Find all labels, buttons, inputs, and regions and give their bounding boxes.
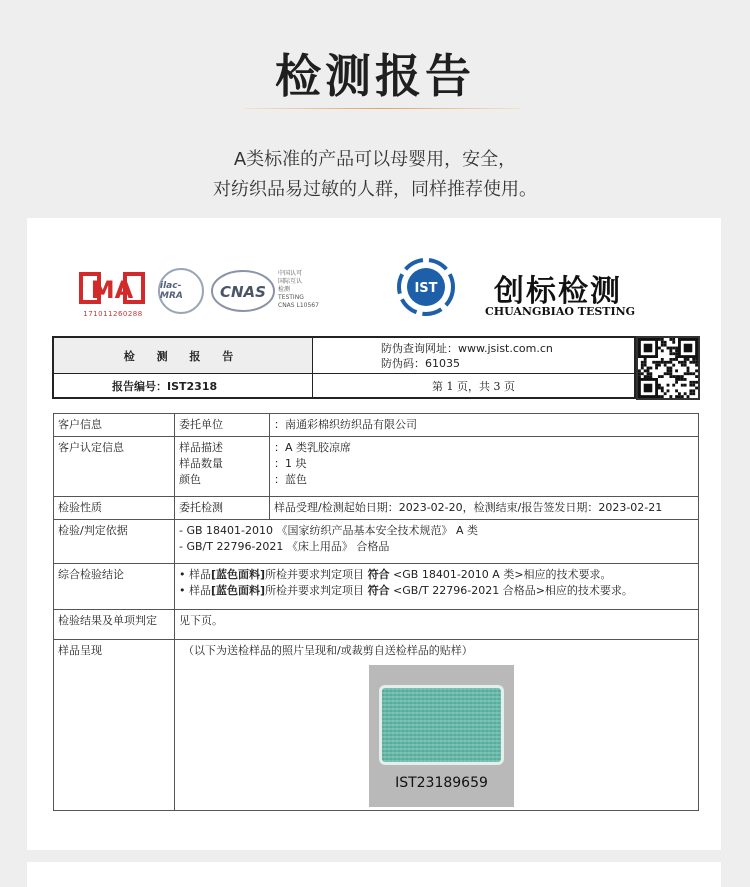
cnas-info-line: TESTING bbox=[278, 294, 304, 301]
ilac-logo: ilac-MRA bbox=[158, 268, 204, 314]
report-number-label: 报告编号： bbox=[112, 380, 167, 393]
table-row bbox=[54, 497, 699, 520]
sample-mat bbox=[379, 685, 504, 765]
table-row bbox=[54, 520, 699, 564]
row-value: 见下页。 bbox=[175, 610, 699, 640]
ist-logo bbox=[397, 258, 455, 316]
sample-note: （以下为送检样品的照片呈现和/或裁剪自送检样品的贴样） bbox=[183, 644, 473, 657]
sample-photo bbox=[369, 665, 514, 807]
brand-name-en: CHUANGBIAO TESTING bbox=[485, 305, 636, 318]
subtitle-line-2: 对纺织品易过敏的人群，同样推荐使用。 bbox=[213, 179, 537, 200]
report-number-value: IST2318 bbox=[167, 379, 218, 393]
row-label: 检验性质 bbox=[54, 497, 175, 520]
cnas-info-line: 中国认可 bbox=[278, 270, 303, 277]
table-row bbox=[54, 414, 699, 437]
row-sub-label bbox=[175, 437, 270, 497]
value-line: ：A 类乳胶凉席 bbox=[274, 441, 352, 454]
sample-photo-label: IST23189659 bbox=[395, 775, 488, 791]
anti-fake-website: 防伪查询网址：www.jsist.com.cn bbox=[381, 341, 553, 355]
table-row bbox=[54, 437, 699, 497]
cnas-info-line: CNAS L10567 bbox=[278, 302, 319, 309]
brand-name-cn: 创标检测 bbox=[494, 274, 622, 309]
conclusion-line: • 样品[蓝色面料]所检并要求判定项目 符合 <GB/T 22796-2021 合格品>相应的技术要求。 bbox=[179, 584, 633, 597]
cnas-logo-text: CNAS bbox=[220, 283, 266, 301]
value-line: ：1 块 bbox=[274, 457, 307, 470]
anti-fake-info bbox=[313, 338, 634, 374]
row-value bbox=[175, 520, 699, 564]
cma-logo-text: MA bbox=[90, 276, 134, 304]
sub-label-line: 颜色 bbox=[179, 473, 201, 486]
report-number bbox=[54, 374, 313, 398]
ist-logo-text: IST bbox=[414, 281, 438, 296]
cnas-info bbox=[278, 270, 319, 310]
table-row bbox=[54, 640, 699, 811]
cnas-info-line: 国际互认 bbox=[278, 278, 303, 285]
cnas-info-line: 检测 bbox=[278, 286, 291, 293]
sub-label-line: 样品数量 bbox=[179, 457, 223, 470]
cma-logo bbox=[77, 270, 147, 306]
sub-label-line: 样品描述 bbox=[179, 441, 223, 454]
conclusion-line: • 样品[蓝色面料]所检并要求判定项目 符合 <GB 18401-2010 A 类>相应的技术要求。 bbox=[179, 568, 612, 581]
table-row bbox=[54, 610, 699, 640]
qr-code bbox=[636, 336, 700, 400]
title-underline bbox=[245, 108, 520, 109]
row-label: 检验结果及单项判定 bbox=[54, 610, 175, 640]
row-value bbox=[270, 437, 699, 497]
row-label: 客户信息 bbox=[54, 414, 175, 437]
row-sub-label: 委托检测 bbox=[175, 497, 270, 520]
report-header-box bbox=[52, 336, 636, 399]
report-paper bbox=[27, 218, 721, 850]
row-label: 检验/判定依据 bbox=[54, 520, 175, 564]
row-value bbox=[175, 640, 699, 811]
basis-line: - GB/T 22796-2021 《床上用品》 合格品 bbox=[179, 540, 390, 553]
subtitle-line-1: A类标准的产品可以母婴用，安全， bbox=[233, 149, 517, 170]
row-value: ：南通彩棉织纺织品有限公司 bbox=[270, 414, 699, 437]
row-label: 客户认定信息 bbox=[54, 437, 175, 497]
page-title: 检测报告 bbox=[275, 49, 475, 103]
cnas-logo bbox=[210, 268, 276, 314]
row-label: 综合检验结论 bbox=[54, 564, 175, 610]
value-line: ：蓝色 bbox=[274, 473, 307, 486]
cma-number: 171011260288 bbox=[83, 310, 143, 318]
row-sub-label: 委托单位 bbox=[175, 414, 270, 437]
row-value bbox=[175, 564, 699, 610]
table-row bbox=[54, 564, 699, 610]
page-info: 第 1 页，共 3 页 bbox=[432, 380, 515, 393]
anti-fake-code: 防伪码：61035 bbox=[381, 356, 460, 370]
report-header-title: 检 测 报 告 bbox=[54, 338, 313, 374]
bottom-strip bbox=[27, 862, 721, 887]
row-value: 样品受理/检测起始日期：2023-02-20，检测结束/报告签发日期：2023-02-21 bbox=[270, 497, 699, 520]
row-label: 样品呈现 bbox=[54, 640, 175, 811]
report-table bbox=[53, 413, 699, 811]
basis-line: - GB 18401-2010 《国家纺织产品基本安全技术规范》 A 类 bbox=[179, 524, 479, 537]
